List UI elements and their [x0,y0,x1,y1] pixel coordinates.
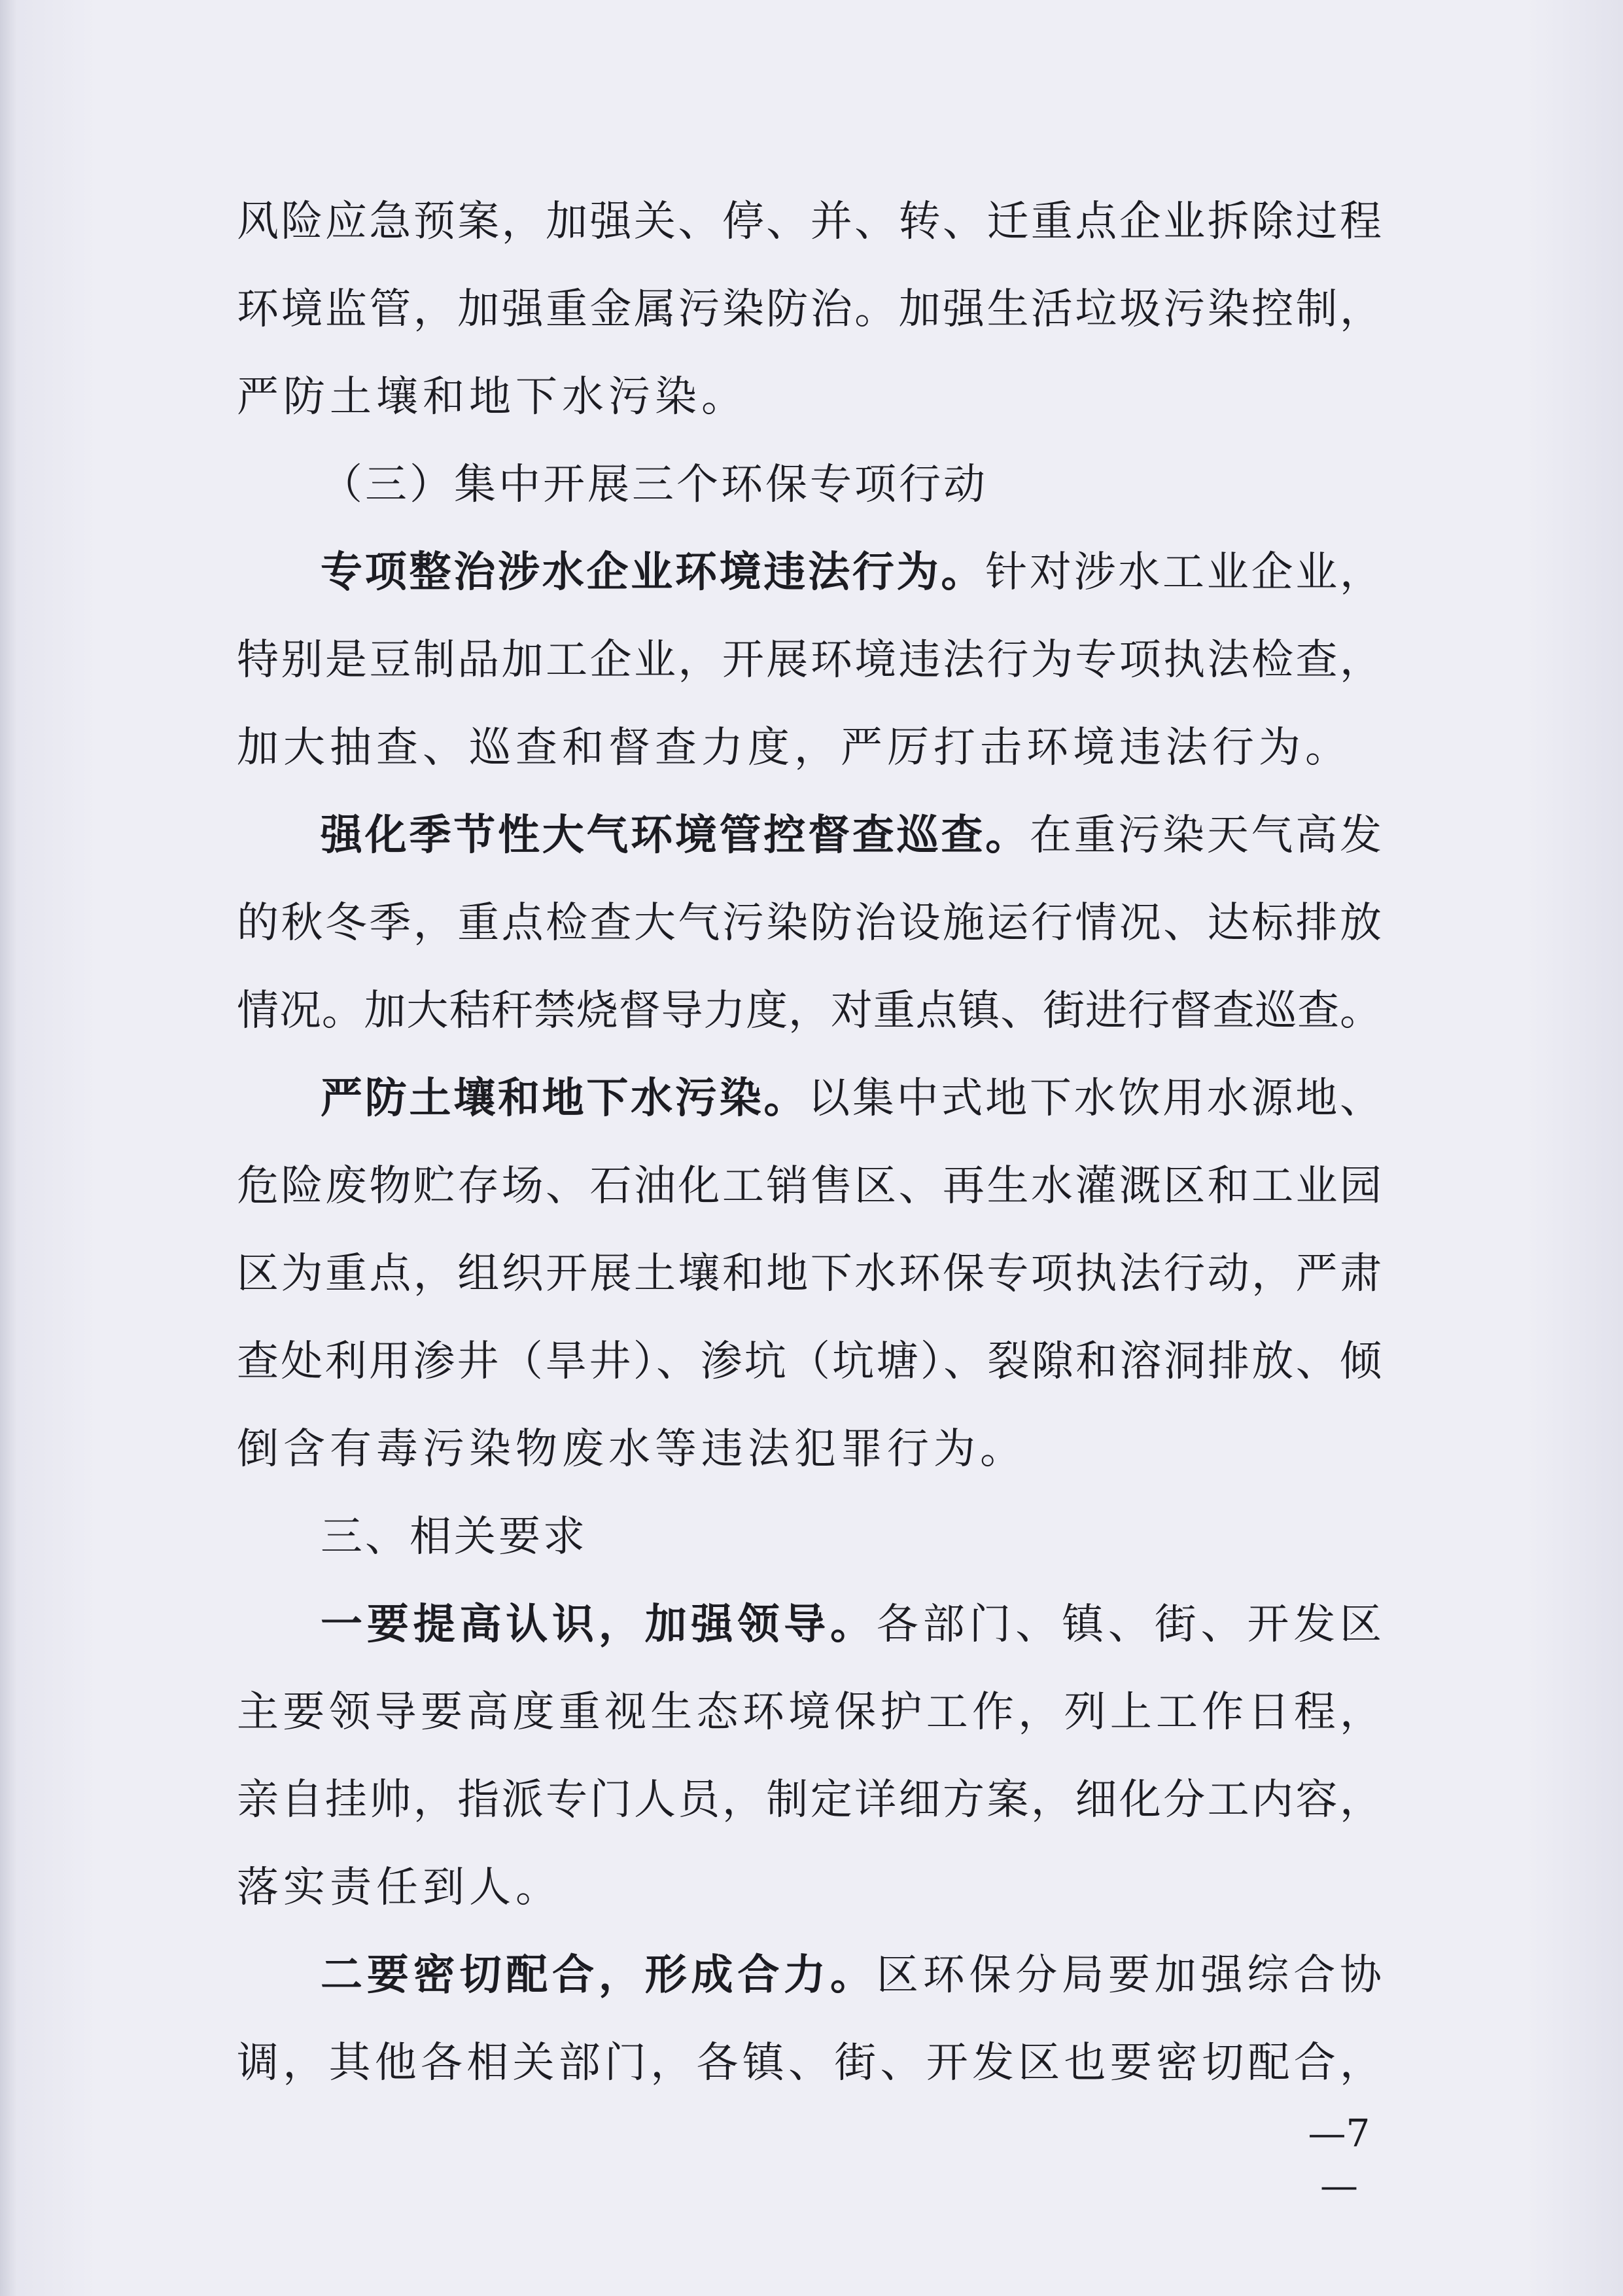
paragraph-first-line [237,1932,1382,2019]
text-line: 危险废物贮存场、石油化工销售区、再生水灌溉区和工业园 [237,1162,1382,1210]
paragraph-lead: 强化季节性大气环境管控督查巡查。 [321,811,1030,860]
text-line: 严防土壤和地下水污染。 [237,373,748,421]
paragraph-lead-rest: 以集中式地下水饮用水源地、 [808,1074,1382,1123]
text-line: 风险应急预案，加强关、停、并、转、迁重点企业拆除过程 [237,198,1382,246]
paragraph-first-line [237,1581,1382,1669]
text-line: 的秋冬季，重点检查大气污染防治设施运行情况、达标排放 [237,899,1382,947]
text-line: 查处利用渗井（旱井）、渗坑（坑塘）、裂隙和溶洞排放、倾 [237,1337,1382,1386]
section-heading: 三、相关要求 [321,1513,587,1561]
page-number: —7— [1308,2111,1370,2208]
text-line: 调，其他各相关部门，各镇、街、开发区也要密切配合， [237,2039,1382,2087]
text-line: 情况。加大秸秆禁烧督导力度，对重点镇、街进行督查巡查。 [237,987,1382,1035]
paragraph-lead: 二要密切配合，形成合力。 [321,1951,877,2000]
paragraph-lead: 严防土壤和地下水污染。 [321,1074,809,1123]
paragraph-lead-rest: 各部门、镇、街、开发区 [876,1600,1382,1649]
paragraph-first-line [237,529,1382,616]
paragraph-lead-rest: 针对涉水工业企业， [985,548,1382,597]
text-line: 加大抽查、巡查和督查力度，严厉打击环境违法行为。 [237,724,1352,772]
text-line: 环境监管，加强重金属污染防治。加强生活垃圾污染控制， [237,285,1382,334]
paragraph-lead: 专项整治涉水企业环境违法行为。 [321,548,986,597]
text-line: 区为重点，组织开展土壤和地下水环保专项执法行动，严肃 [237,1250,1382,1298]
paragraph-lead-rest: 在重污染天气高发 [1029,811,1382,860]
subsection-heading: （三）集中开展三个环保专项行动 [321,461,988,509]
text-line: 亲自挂帅，指派专门人员，制定详细方案，细化分工内容， [237,1776,1382,1824]
body-text [237,178,1382,2107]
text-line: 特别是豆制品加工企业，开展环境违法行为专项执法检查， [237,636,1382,684]
text-line: 主要领导要高度重视生态环境保护工作，列上工作日程， [237,1688,1382,1737]
scan-edge [0,0,17,2296]
text-line: 落实责任到人。 [237,1863,562,1912]
paragraph-lead-rest: 区环保分局要加强综合协 [876,1951,1382,2000]
paragraph-first-line [237,1055,1382,1142]
paragraph-first-line [237,792,1382,879]
paragraph-lead: 一要提高认识，加强领导。 [321,1600,877,1649]
text-line: 倒含有毒污染物废水等违法犯罪行为。 [237,1425,1026,1474]
